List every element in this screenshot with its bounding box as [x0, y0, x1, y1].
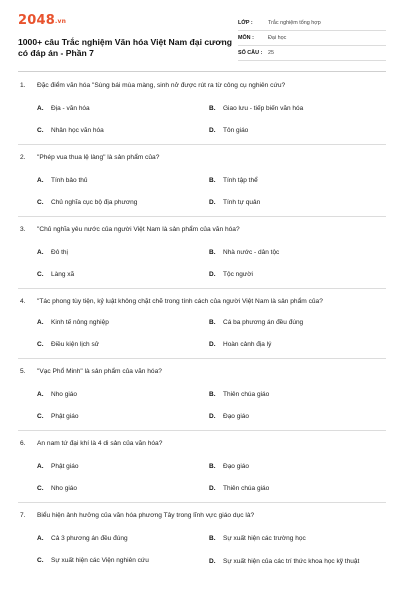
question-text: "Vạc Phổ Minh" là sản phẩm của văn hóa?	[37, 368, 162, 375]
option-letter: C.	[37, 340, 44, 348]
option-text: Nho giáo	[51, 390, 78, 398]
question-text: Biểu hiện ảnh hưởng của văn hóa phương Tây trong lĩnh vực giáo dục là?	[37, 512, 255, 519]
option-letter: A.	[37, 390, 44, 398]
meta-row-subject	[238, 31, 386, 46]
option-letter: A.	[37, 462, 44, 470]
option-text: Tính bảo thủ	[51, 176, 88, 184]
meta-table	[238, 16, 386, 71]
question-stem	[20, 439, 386, 449]
options-grid	[20, 311, 386, 355]
option-text: Điều kiện lịch sử	[51, 340, 100, 348]
meta-key: MÔN :	[238, 35, 254, 41]
options-grid	[20, 169, 386, 213]
meta-row-class	[238, 16, 386, 31]
meta-key: SỐ CÂU :	[238, 50, 263, 56]
question-stem	[20, 225, 386, 235]
option-text: Sự xuất hiện của các trí thức khoa học kỹ thuật	[223, 557, 360, 565]
option-b[interactable]	[209, 169, 386, 191]
option-d[interactable]	[209, 549, 386, 573]
option-b[interactable]	[209, 383, 386, 405]
option-a[interactable]	[37, 241, 209, 263]
option-letter: A.	[37, 318, 44, 326]
question-item	[18, 72, 386, 145]
option-letter: C.	[37, 270, 44, 278]
option-text: Tộc người	[223, 270, 253, 278]
option-b[interactable]	[209, 455, 386, 477]
option-letter: C.	[37, 484, 44, 492]
option-letter: B.	[209, 104, 216, 112]
question-number: 6.	[20, 440, 26, 447]
option-letter: D.	[209, 412, 216, 420]
option-c[interactable]	[37, 477, 209, 499]
option-text: Đô thị	[51, 248, 68, 256]
header-left	[18, 14, 238, 71]
option-d[interactable]	[209, 405, 386, 427]
page-title: 1000+ câu Trắc nghiệm Văn hóa Việt Nam đại cương có đáp án - Phần 7	[18, 37, 232, 58]
options-grid	[20, 527, 386, 573]
option-a[interactable]	[37, 383, 209, 405]
meta-value: Trắc nghiệm tổng hợp	[268, 20, 321, 26]
question-number: 1.	[20, 82, 26, 89]
option-c[interactable]	[37, 549, 209, 571]
question-number: 4.	[20, 298, 26, 305]
question-item	[18, 217, 386, 289]
option-text: Kinh tế nông nghiệp	[51, 318, 109, 326]
option-c[interactable]	[37, 405, 209, 427]
logo-suffix: .vn	[54, 18, 67, 25]
option-letter: D.	[209, 484, 216, 492]
option-c[interactable]	[37, 333, 209, 355]
option-letter: B.	[209, 462, 216, 470]
option-a[interactable]	[37, 169, 209, 191]
option-letter: B.	[209, 176, 216, 184]
option-letter: C.	[37, 412, 44, 420]
option-letter: B.	[209, 248, 216, 256]
meta-value: 25	[268, 50, 274, 56]
option-text: Cá ba phương án đều đúng	[223, 318, 304, 326]
question-stem	[20, 367, 386, 377]
question-stem	[20, 153, 386, 163]
option-b[interactable]	[209, 527, 386, 549]
option-letter: D.	[209, 340, 216, 348]
option-d[interactable]	[209, 263, 386, 285]
option-letter: A.	[37, 104, 44, 112]
option-letter: D.	[209, 198, 216, 206]
page-header	[18, 0, 386, 72]
option-text: Tính tập thể	[223, 176, 258, 184]
option-c[interactable]	[37, 191, 209, 213]
option-text: Nhân học văn hóa	[51, 126, 104, 134]
question-item	[18, 289, 386, 359]
option-text: Sự xuất hiện các trường học	[223, 534, 306, 542]
option-text: Đạo giáo	[223, 462, 250, 470]
option-text: Tôn giáo	[223, 126, 249, 134]
option-text: Đạo giáo	[223, 412, 250, 420]
option-d[interactable]	[209, 333, 386, 355]
question-text: "Phép vua thua lệ làng" là sản phẩm của?	[37, 154, 160, 161]
option-a[interactable]	[37, 97, 209, 119]
question-text: "Chủ nghĩa yêu nước của người Việt Nam là sản phẩm của văn hóa?	[37, 226, 240, 233]
question-item	[18, 359, 386, 431]
question-number: 2.	[20, 154, 26, 161]
question-text: Đặc điểm văn hóa "Sùng bái mùa màng, sinh nở được rút ra từ công cụ nghiên cứu?	[37, 82, 286, 89]
option-text: Phật giáo	[51, 462, 79, 470]
meta-row-count	[238, 46, 386, 61]
option-letter: B.	[209, 318, 216, 326]
option-text: Địa - văn hóa	[51, 104, 90, 112]
option-text: Giao lưu - tiếp biến văn hóa	[223, 104, 304, 112]
option-b[interactable]	[209, 241, 386, 263]
question-stem	[20, 297, 386, 307]
option-text: Cả 3 phương án đều đúng	[51, 534, 128, 542]
option-text: Chủ nghĩa cục bộ địa phương	[51, 198, 138, 206]
option-text: Phật giáo	[51, 412, 79, 420]
option-c[interactable]	[37, 119, 209, 141]
meta-key: LỚP :	[238, 20, 253, 26]
option-a[interactable]	[37, 455, 209, 477]
question-number: 7.	[20, 512, 26, 519]
options-grid	[20, 455, 386, 499]
option-c[interactable]	[37, 263, 209, 285]
option-letter: B.	[209, 534, 216, 542]
option-letter: D.	[209, 557, 216, 565]
option-text: Sự xuất hiện các Viện nghiên cứu	[51, 556, 149, 564]
option-letter: D.	[209, 270, 216, 278]
option-text: Thiên chúa giáo	[223, 484, 270, 492]
question-item	[18, 503, 386, 573]
option-letter: B.	[209, 390, 216, 398]
option-letter: A.	[37, 534, 44, 542]
question-text: An nam tứ đại khí là 4 di sản của văn hóa?	[37, 440, 163, 447]
option-a[interactable]	[37, 527, 209, 549]
option-d[interactable]	[209, 119, 386, 141]
option-letter: C.	[37, 198, 44, 206]
question-text: "Tác phong tùy tiện, kỷ luật không chặt chẽ trong tính cách của người Việt Nam là sản phẩm của?	[37, 298, 323, 305]
option-letter: C.	[37, 126, 44, 134]
question-stem	[20, 511, 386, 521]
question-item	[18, 145, 386, 217]
options-grid	[20, 97, 386, 141]
question-item	[18, 431, 386, 503]
option-text: Làng xã	[51, 270, 75, 278]
option-text: Thiên chúa giáo	[223, 390, 270, 398]
option-a[interactable]	[37, 311, 209, 333]
option-b[interactable]	[209, 97, 386, 119]
question-number: 5.	[20, 368, 26, 375]
option-text: Tính tự quản	[223, 198, 261, 206]
option-letter: C.	[37, 556, 44, 564]
option-d[interactable]	[209, 477, 386, 499]
option-text: Nhà nước - dân tộc	[223, 248, 280, 256]
option-b[interactable]	[209, 311, 386, 333]
options-grid	[20, 241, 386, 285]
meta-value: Đại học	[268, 35, 287, 41]
option-letter: A.	[37, 176, 44, 184]
option-d[interactable]	[209, 191, 386, 213]
option-letter: A.	[37, 248, 44, 256]
option-text: Hoàn cảnh địa lý	[223, 340, 272, 348]
option-text: Nho giáo	[51, 484, 78, 492]
site-logo[interactable]	[18, 14, 238, 29]
option-letter: D.	[209, 126, 216, 134]
question-number: 3.	[20, 226, 26, 233]
question-stem	[20, 81, 386, 91]
options-grid	[20, 383, 386, 427]
logo-text: 2048	[18, 13, 55, 28]
